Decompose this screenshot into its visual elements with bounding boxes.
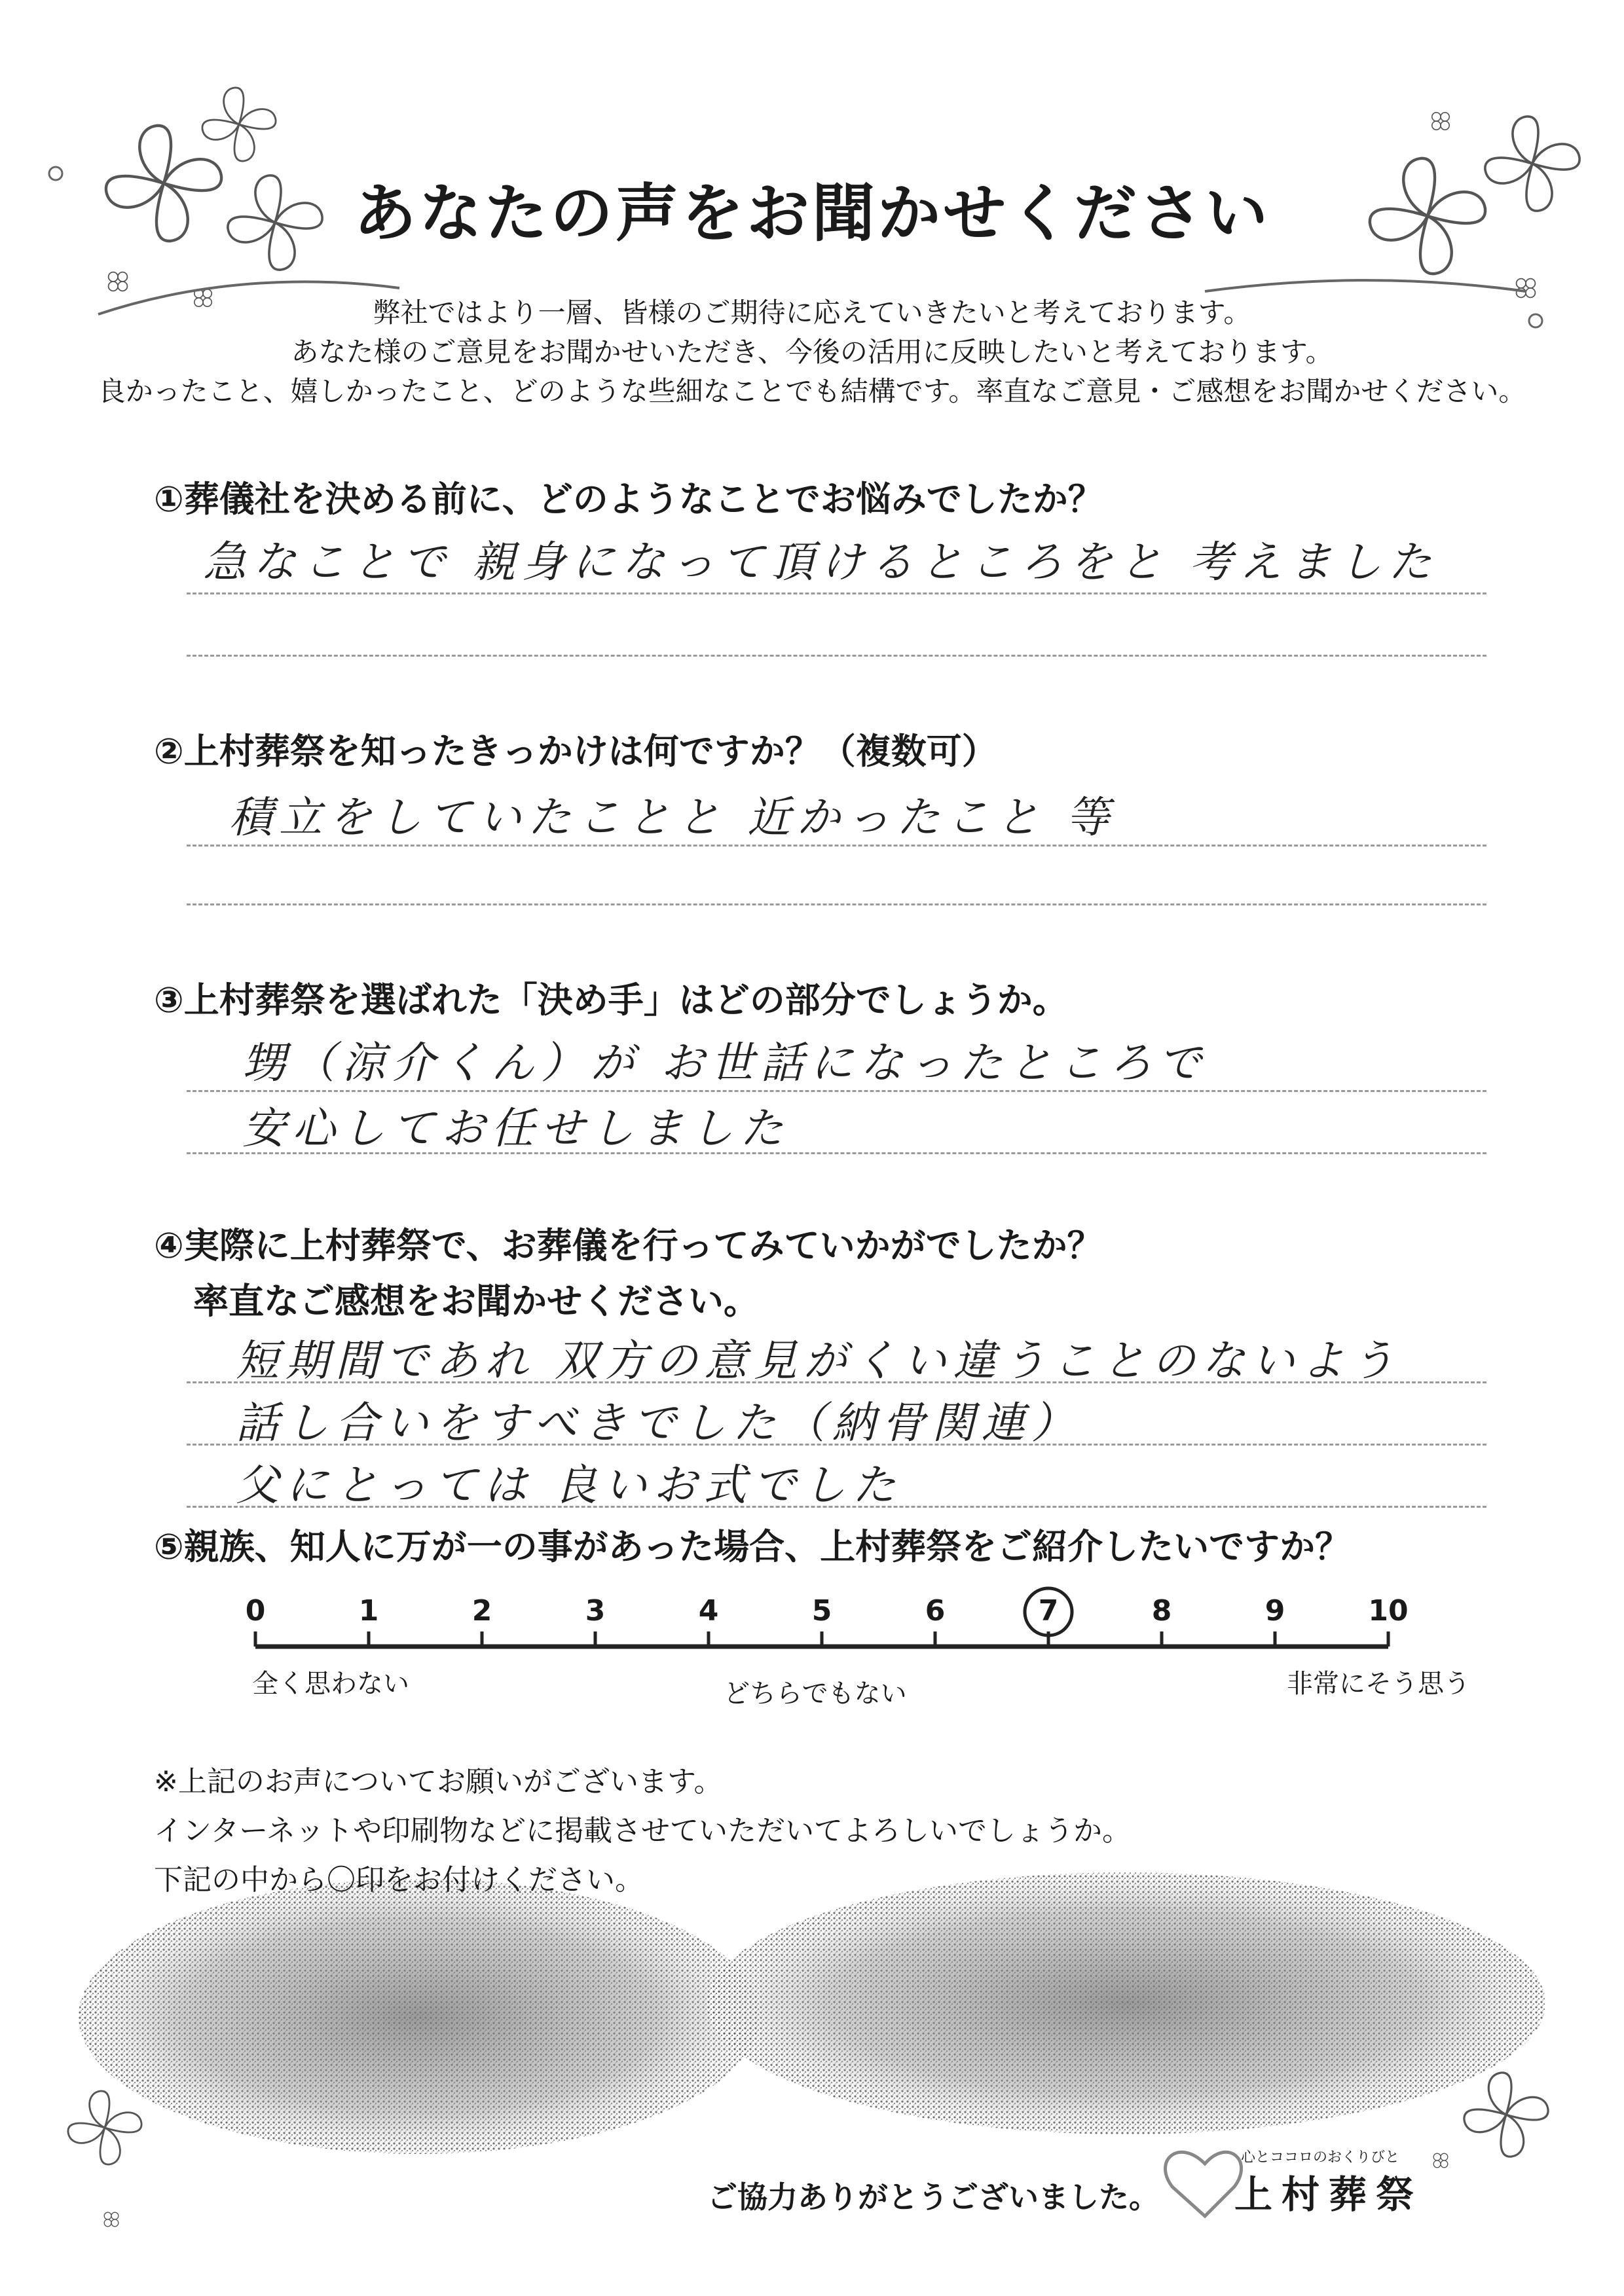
scale-number-10: 10 [1368, 1594, 1409, 1628]
question-2-answer-line-1: 積立をしていたことと 近かったこと 等 [229, 792, 1116, 843]
question-4-label: ④実際に上村葬祭で、お葬儀を行ってみていかがでしたか？ [154, 1225, 1103, 1266]
question-1-answer-line-1: 急なことで 親身になって頂けるところをと 考えました [203, 537, 1438, 587]
scale-number-6: 6 [925, 1594, 946, 1628]
question-2-label: ②上村葬祭を知ったきっかけは何ですか？（複数可） [154, 731, 997, 772]
question-4-answer-line-3: 父にとっては 良いお式でした [236, 1460, 902, 1510]
answer-rule [187, 903, 1486, 905]
answer-rule [187, 845, 1486, 847]
intro-line-3: 良かったこと、嬉しかったこと、どのような些細なことでも結構です。率直なご意見・ご感想をお聞かせください。 [98, 375, 1526, 407]
answer-rule [187, 655, 1486, 657]
question-1-label: ①葬儀社を決める前に、どのようなことでお悩みでしたか？ [154, 479, 1103, 520]
page-title: あなたの声をお聞かせください [354, 177, 1270, 250]
scale-number-5: 5 [811, 1594, 832, 1628]
question-3-answer-line-1: 甥（涼介くん）が お世話になったところで [242, 1038, 1208, 1088]
clover-icon [202, 88, 276, 161]
scale-number-4: 4 [698, 1594, 719, 1628]
note-line-1: ※上記のお声についてお願いがございます。 [154, 1765, 723, 1798]
clover-icon [1433, 2153, 1448, 2168]
question-4-answer-line-1: 短期間であれ 双方の意見がくい違うことのないよう [236, 1336, 1401, 1386]
clover-icon [68, 2091, 141, 2164]
question-4-label-2: 率直なご感想をお聞かせください。 [193, 1281, 759, 1322]
clover-icon [109, 272, 128, 291]
note-line-3: 下記の中から〇印をお付けください。 [154, 1863, 644, 1897]
question-5-label: ⑤親族、知人に万が一の事があった場合、上村葬祭をご紹介したいですか？ [154, 1526, 1351, 1567]
answer-rule [187, 1090, 1486, 1092]
scale-number-7: 7 [1038, 1594, 1059, 1628]
note-line-2: インターネットや印刷物などに掲載させていただいてよろしいでしょうか。 [154, 1814, 1132, 1848]
question-3-label: ③上村葬祭を選ばれた「決め手」はどの部分でしょうか。 [154, 979, 1068, 1021]
thanks-message: ご協力ありがとうございました。 [707, 2179, 1159, 2215]
scale-mid-label: どちらでもない [724, 1679, 907, 1709]
answer-rule [187, 1381, 1486, 1383]
answer-rule [187, 1444, 1486, 1446]
clover-icon [1432, 113, 1449, 130]
answer-rule [187, 1506, 1486, 1508]
answer-rule [187, 592, 1486, 594]
clover-icon [104, 2212, 119, 2227]
scale-number-8: 8 [1151, 1594, 1172, 1628]
intro-line-1: 弊社ではより一層、皆様のご期待に応えていきたいと考えております。 [373, 297, 1251, 329]
scale-low-label: 全く思わない [252, 1669, 409, 1699]
answer-rule [187, 1152, 1486, 1154]
scale-number-2: 2 [471, 1594, 492, 1628]
logo-heart-icon [1166, 2152, 1242, 2216]
scale-number-0: 0 [245, 1594, 266, 1628]
logo-name: 上村葬祭 [1234, 2172, 1424, 2217]
intro-line-2: あなた様のご意見をお聞かせいただき、今後の活用に反映したいと考えております。 [291, 336, 1333, 368]
question-3-answer-line-2: 安心してお任せしました [242, 1103, 790, 1154]
clover-icon [1464, 2073, 1548, 2157]
scale-number-9: 9 [1264, 1594, 1285, 1628]
logo-tagline: 心とココロのおくりびと [1241, 2149, 1400, 2166]
scale-high-label: 非常にそう思う [1287, 1669, 1470, 1699]
scale-number-1: 1 [358, 1594, 379, 1628]
scale-number-3: 3 [585, 1594, 606, 1628]
question-4-answer-line-2: 話し合いをすべきでした（納骨関連） [236, 1398, 1081, 1448]
